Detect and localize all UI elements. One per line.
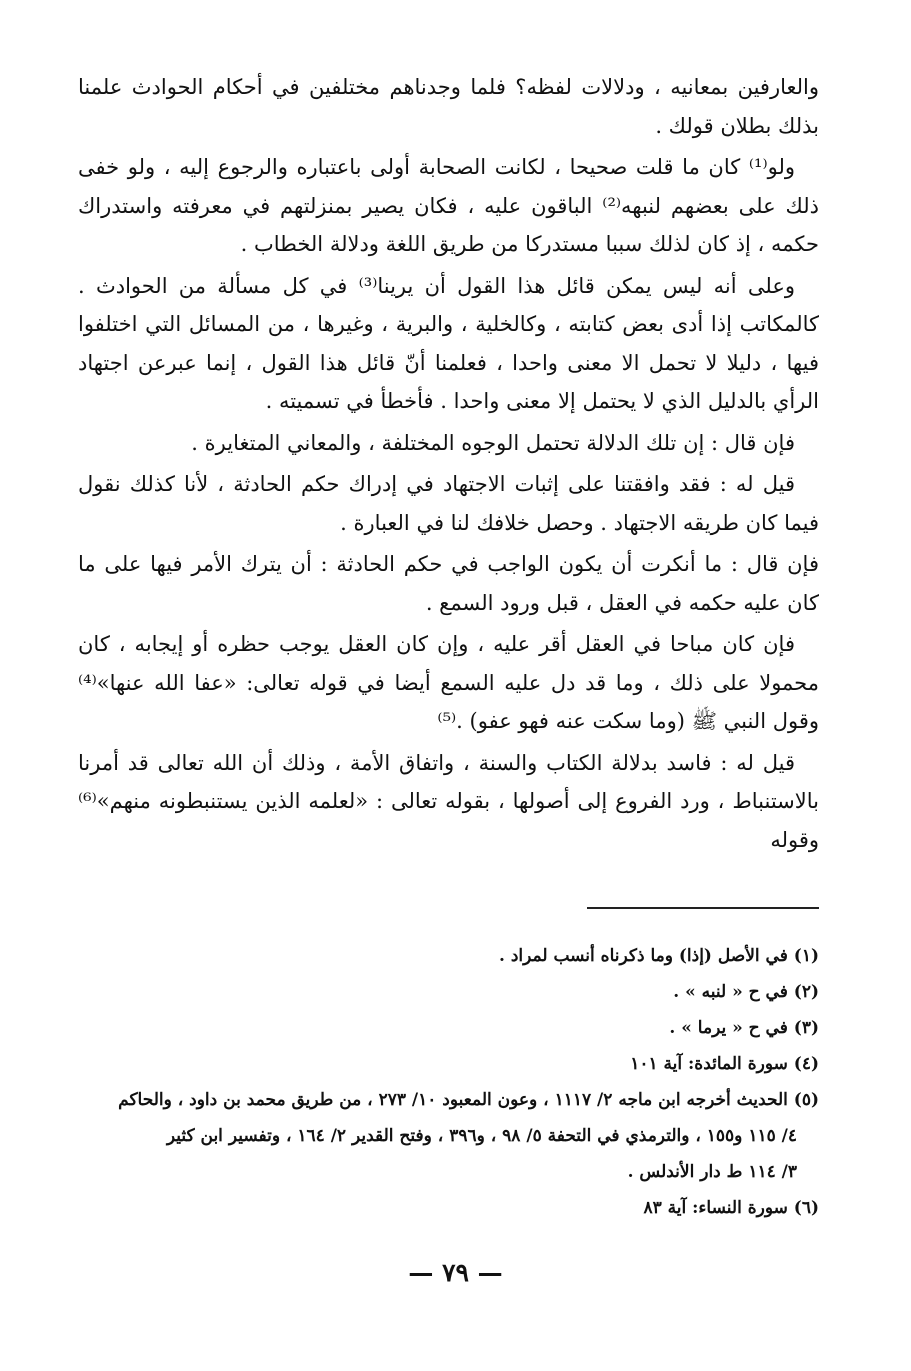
footnote-separator: [587, 907, 819, 909]
main-text: [78, 68, 819, 859]
footnotes: [80, 938, 819, 1226]
paragraph-4: فإن قال : إن تلك الدلالة تحتمل الوجوه المختلفة ، والمعاني المتغايرة .: [191, 430, 795, 455]
footnote-3: (٣) في ح « يرما » .: [669, 1018, 819, 1038]
footnote-4: (٤) سورة المائدة: آية ١٠١: [630, 1054, 819, 1074]
paragraph-3: وعلى أنه ليس يمكن قائل هذا القول أن يرينا⁽³⁾ في كل مسألة من الحوادث . كالمكاتب إذا أدى بعض كتابته ، وكالخلية ، والبرية ، وغيرها ، من المسائل التي اختلفوا فيها ، دليلا لا تحمل الا معنى واحدا ، فعلمنا أنّ قائل هذا القول ، إنما عبرعن اجتهاد الرأي بالدليل الذي لا يحتمل إلا معنى واحدا . فأخطأ في تسميته .: [78, 273, 819, 413]
paragraph-5: قيل له : فقد وافقتنا على إثبات الاجتهاد في إدراك حكم الحادثة ، لأنا كذلك نقول فيما كان طريقه الاجتهاد . وحصل خلافك لنا في العبارة .: [78, 472, 819, 535]
footnote-2: (٢) في ح « لنبه » .: [673, 982, 819, 1002]
paragraph-1: والعارفين بمعانيه ، ودلالات لفظه؟ فلما وجدناهم مختلفين في أحكام الحوادث علمنا بذلك بطلان قولك .: [78, 75, 819, 138]
footnote-5-continued-2: ٣/ ١١٤ ط دار الأندلس .: [627, 1162, 797, 1182]
page-number: — ٧٩ —: [408, 1258, 503, 1287]
paragraph-2: ولو⁽¹⁾ كان ما قلت صحيحا ، لكانت الصحابة أولى باعتباره والرجوع إليه ، ولو خفى ذلك على بعضهم لنبهه⁽²⁾ الباقون عليه ، فكان يصير بمنزلتهم في معرفته واستدراك حكمه ، إذ كان لذلك سببا مستدركا من طريق اللغة ودلالة الخطاب .: [78, 155, 819, 256]
footnote-5-continued: ٤/ ١١٥ و١٥٥ ، والترمذي في التحفة ٥/ ٩٨ ، و٣٩٦ ، وفتح القدير ٢/ ١٦٤ ، وتفسير ابن كثير: [166, 1126, 797, 1146]
paragraph-8: قيل له : فاسد بدلالة الكتاب والسنة ، واتفاق الأمة ، وذلك أن الله تعالى قد أمرنا بالاستنباط ، ورد الفروع إلى أصولها ، بقوله تعالى : «لعلمه الذين يستنبطونه منهم»⁽⁶⁾ وقوله: [78, 750, 819, 852]
paragraph-7: فإن كان مباحا في العقل أقر عليه ، وإن كان العقل يوجب حظره أو إيجابه ، كان محمولا على ذلك ، وما قد دل عليه السمع أيضا في قوله تعالى: «عفا الله عنها»⁽⁴⁾ وقول النبي ﷺ (وما سكت عنه فهو عفو) .⁽⁵⁾: [78, 632, 819, 733]
paragraph-6: فإن قال : ما أنكرت أن يكون الواجب في حكم الحادثة : أن يترك الأمر فيها على ما كان عليه حكمه في العقل ، قبل ورود السمع .: [78, 552, 819, 615]
footnote-5: (٥) الحديث أخرجه ابن ماجه ٢/ ١١١٧ ، وعون المعبود ١٠/ ٢٧٣ ، من طريق محمد بن داود ، والحاكم: [118, 1090, 819, 1110]
footnote-6: (٦) سورة النساء: آية ٨٣: [643, 1198, 819, 1218]
footnote-1: (١) في الأصل (إذا) وما ذكرناه أنسب لمراد .: [499, 946, 819, 966]
